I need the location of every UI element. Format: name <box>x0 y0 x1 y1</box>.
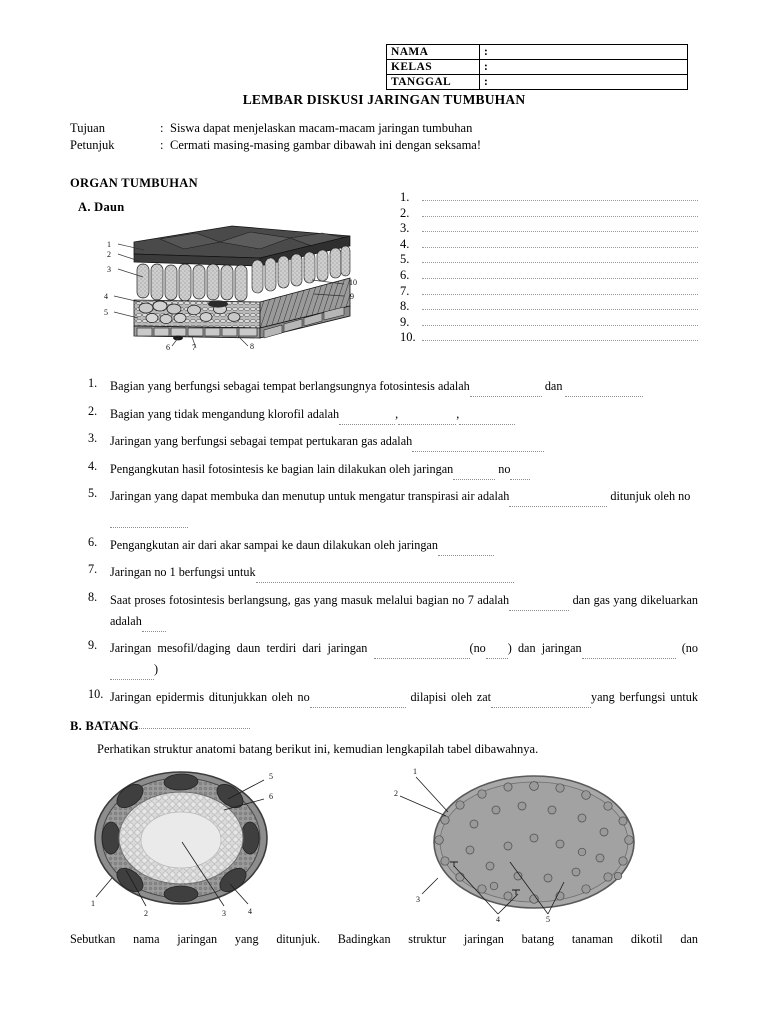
question-blank[interactable] <box>412 440 544 452</box>
section-heading-organ-tumbuhan: ORGAN TUMBUHAN <box>70 176 198 190</box>
question-text-run: Jaringan no 1 berfungsi untuk <box>110 565 256 579</box>
answer-line-row[interactable] <box>400 205 698 221</box>
meta-colon-tujuan: : <box>160 121 164 135</box>
answer-line-number: 10. <box>400 330 416 345</box>
dicot-label-3: 3 <box>222 909 226 918</box>
monocot-label-2: 2 <box>394 789 398 798</box>
question-text-run: Jaringan epidermis ditunjukkan oleh no <box>110 689 310 704</box>
identity-value-field[interactable]: : <box>480 60 688 75</box>
question-text <box>110 638 698 680</box>
answer-lines-list <box>400 189 698 345</box>
meta-key-tujuan: Tujuan <box>70 121 105 135</box>
question-item <box>88 376 698 397</box>
answer-line-blank[interactable] <box>422 236 698 248</box>
question-text <box>110 431 698 452</box>
answer-line-blank[interactable] <box>422 314 698 326</box>
dicot-label-2: 2 <box>144 909 148 918</box>
question-number: 2. <box>88 403 98 418</box>
question-blank[interactable] <box>339 413 395 425</box>
answer-line-row[interactable] <box>400 251 698 267</box>
dicot-label-5: 5 <box>269 772 273 781</box>
leaf-label-3: 3 <box>107 265 111 274</box>
question-text-run: Saat proses fotosintesis berlangsung, gas yang masuk melalui bagian no 7 adalah <box>110 592 510 607</box>
question-text-run: ) <box>154 662 159 676</box>
question-blank[interactable] <box>110 516 188 528</box>
answer-line-number: 6. <box>400 267 410 282</box>
question-item <box>88 404 698 425</box>
leaf-label-4: 4 <box>104 292 108 301</box>
answer-line-number: 8. <box>400 299 410 314</box>
monocot-stem-svg <box>382 766 682 926</box>
dicot-label-1: 1 <box>91 899 95 908</box>
question-item <box>88 535 698 556</box>
answer-line-number: 5. <box>400 252 410 267</box>
question-blank[interactable] <box>256 571 514 583</box>
answer-line-row[interactable] <box>400 314 698 330</box>
answer-line-row[interactable] <box>400 189 698 205</box>
question-text <box>110 459 698 480</box>
question-blank[interactable] <box>565 385 643 397</box>
identity-value-field[interactable]: : <box>480 75 688 90</box>
question-item <box>88 687 698 729</box>
answer-line-blank[interactable] <box>422 205 698 217</box>
answer-line-blank[interactable] <box>422 189 698 201</box>
answer-line-blank[interactable] <box>422 329 698 341</box>
answer-line-blank[interactable] <box>422 267 698 279</box>
question-number: 1. <box>88 376 98 390</box>
identity-row <box>387 60 688 75</box>
question-text-run: Jaringan yang berfungsi sebagai tempat pertukaran gas adalah <box>110 434 413 448</box>
answer-line-row[interactable] <box>400 220 698 236</box>
answer-line-blank[interactable] <box>422 298 698 310</box>
question-text <box>110 687 698 729</box>
question-blank[interactable] <box>142 620 166 632</box>
answer-line-row[interactable] <box>400 283 698 299</box>
leaf-label-7: 7 <box>192 343 196 350</box>
dicot-label-4: 4 <box>248 907 252 916</box>
question-blank[interactable] <box>459 413 515 425</box>
identity-value-field[interactable]: : <box>480 45 688 60</box>
identity-row <box>387 75 688 90</box>
question-number: 6. <box>88 534 98 549</box>
question-text-run: yang berfungsi untuk <box>591 689 698 704</box>
answer-line-blank[interactable] <box>422 220 698 232</box>
question-blank[interactable] <box>509 495 607 507</box>
question-text-run: ditunjuk oleh no <box>607 489 691 503</box>
monocot-label-4: 4 <box>496 915 500 924</box>
question-item <box>88 459 698 480</box>
question-text-run: , <box>456 406 460 421</box>
question-text-run: no <box>495 461 511 476</box>
question-text-run: Bagian yang tidak mengandung klorofil adalah <box>110 406 340 421</box>
question-blank[interactable] <box>374 647 470 659</box>
identity-table <box>386 44 688 90</box>
answer-line-number: 7. <box>400 283 410 298</box>
subsection-heading-daun: A. Daun <box>78 200 125 214</box>
dicot-stem-svg <box>78 766 368 926</box>
question-blank[interactable] <box>110 668 154 680</box>
leaf-label-10: 10 <box>349 278 357 287</box>
answer-line-row[interactable] <box>400 267 698 283</box>
identity-label: KELAS <box>387 60 480 75</box>
stem-figures-row <box>70 766 690 926</box>
answer-line-number: 4. <box>400 236 410 251</box>
answer-line-number: 1. <box>400 190 410 204</box>
question-blank[interactable] <box>453 468 495 480</box>
leaf-label-2: 2 <box>107 250 111 259</box>
answer-line-blank[interactable] <box>422 251 698 263</box>
leaf-cross-section-figure <box>100 222 360 350</box>
meta-block <box>70 120 690 154</box>
question-blank[interactable] <box>582 647 676 659</box>
question-text-run: dilapisi oleh zat <box>405 689 492 704</box>
page-title: LEMBAR DISKUSI JARINGAN TUMBUHAN <box>242 92 526 107</box>
leaf-label-8: 8 <box>250 342 254 350</box>
meta-key-petunjuk: Petunjuk <box>70 138 115 152</box>
leaf-label-5: 5 <box>104 308 108 317</box>
question-number: 10. <box>88 686 104 701</box>
monocot-label-5: 5 <box>546 915 550 924</box>
question-text-run: ) dan jaringan <box>507 641 582 655</box>
question-number: 8. <box>88 589 98 604</box>
question-item <box>88 638 698 680</box>
question-text <box>110 376 698 397</box>
leaf-label-9: 9 <box>350 292 354 301</box>
answer-line-row[interactable] <box>400 236 698 252</box>
leaf-label-6: 6 <box>166 343 170 350</box>
meta-colon-petunjuk: : <box>160 138 164 152</box>
question-blank[interactable] <box>486 647 508 659</box>
question-text-run: Pengangkutan hasil fotosintesis ke bagian lain dilakukan oleh jaringan <box>110 461 454 476</box>
leaf-label-1: 1 <box>107 240 111 249</box>
identity-label: NAMA <box>387 45 480 60</box>
question-number: 9. <box>88 638 98 652</box>
monocot-stem-figure <box>382 766 682 931</box>
identity-row <box>387 45 688 60</box>
leaf-diagram-svg <box>100 222 360 350</box>
question-text-run: Bagian yang berfungsi sebagai tempat berlangsungnya fotosintesis adalah <box>110 379 470 393</box>
question-blank[interactable] <box>509 599 569 611</box>
question-text-run: dan gas yang dikeluarkan adalah <box>110 592 698 628</box>
question-number: 3. <box>88 431 98 445</box>
question-item <box>88 590 698 632</box>
meta-value-tujuan: Siswa dapat menjelaskan macam-macam jaringan tumbuhan <box>170 121 473 135</box>
meta-row-petunjuk <box>70 137 690 154</box>
question-text-run: Pengangkutan air dari akar sampai ke daun dilakukan oleh jaringan <box>110 537 438 552</box>
question-item <box>88 486 698 528</box>
answer-line-row[interactable] <box>400 298 698 314</box>
question-blank[interactable] <box>438 544 494 556</box>
question-text <box>110 535 698 556</box>
question-text-run: , <box>395 406 399 421</box>
monocot-label-1: 1 <box>413 767 417 776</box>
question-blank[interactable] <box>470 385 542 397</box>
question-text-run: Jaringan mesofil/daging daun terdiri dari jaringan <box>110 641 374 655</box>
question-text-run: (no <box>469 641 486 655</box>
footer-instruction-text: Sebutkan nama jaringan yang ditunjuk. Badingkan struktur jaringan batang tanaman dikotil dan <box>70 932 698 946</box>
question-text <box>110 486 698 528</box>
answer-line-number: 2. <box>400 205 410 220</box>
question-blank[interactable] <box>491 696 591 708</box>
dicot-stem-figure <box>78 766 368 931</box>
question-text-run: dan <box>541 379 566 393</box>
question-blank[interactable] <box>310 696 406 708</box>
question-number: 7. <box>88 562 98 576</box>
answer-line-number: 3. <box>400 221 410 236</box>
question-text <box>110 404 698 425</box>
monocot-label-3: 3 <box>416 895 420 904</box>
question-item <box>88 562 698 583</box>
dicot-label-6: 6 <box>269 792 273 801</box>
question-text <box>110 590 698 632</box>
question-blank[interactable] <box>510 468 530 480</box>
question-text-run: Jaringan yang dapat membuka dan menutup untuk mengatur transpirasi air adalah <box>110 489 510 503</box>
question-text <box>110 562 698 583</box>
section-heading-batang: B. BATANG <box>70 719 139 733</box>
question-list <box>88 376 698 735</box>
question-number: 4. <box>88 458 98 473</box>
meta-row-tujuan <box>70 120 690 137</box>
question-item <box>88 431 698 452</box>
meta-value-petunjuk: Cermati masing-masing gambar dibawah ini dengan seksama! <box>170 138 482 152</box>
question-number: 5. <box>88 486 98 500</box>
answer-line-blank[interactable] <box>422 283 698 295</box>
identity-label: TANGGAL <box>387 75 480 90</box>
answer-line-row[interactable] <box>400 329 698 345</box>
answer-line-number: 9. <box>400 314 410 329</box>
question-blank[interactable] <box>398 413 456 425</box>
question-text-run: (no <box>675 641 698 655</box>
batang-instruction-text: Perhatikan struktur anatomi batang berikut ini, kemudian lengkapilah tabel dibawahnya. <box>97 742 539 756</box>
